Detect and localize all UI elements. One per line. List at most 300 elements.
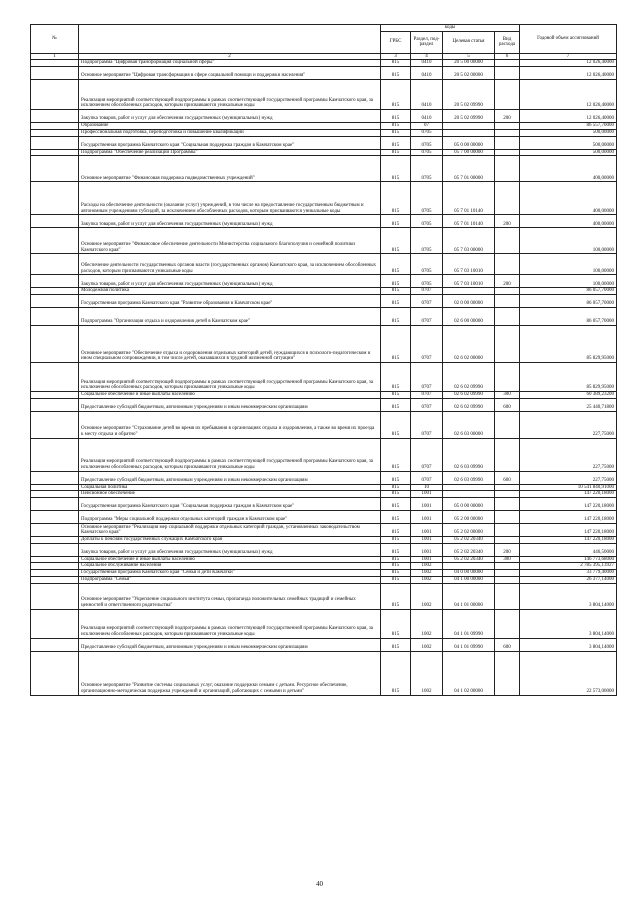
cell-target: 05 2 02 20340 (443, 537, 495, 544)
cell-index (31, 156, 79, 182)
table-row (31, 136, 617, 149)
cell-grbs: 815 (381, 254, 411, 275)
cell-target: 20 5 02 09990 (443, 80, 495, 110)
header-name (79, 25, 381, 54)
table-row (31, 129, 617, 136)
cell-expense-type (495, 411, 520, 438)
cell-target: 05 2 02 20340 (443, 556, 495, 563)
cell-index (31, 325, 79, 362)
header-target: Целевая статья (443, 31, 495, 53)
cell-target: 02 6 02 00000 (443, 325, 495, 362)
cell-expense-type (495, 228, 520, 254)
cell-amount: 100,00000 (520, 228, 617, 254)
cell-target (443, 491, 495, 498)
cell-expense-type: 600 (495, 638, 520, 651)
cell-target: 05 7 01 00000 (443, 156, 495, 182)
cell-index (31, 228, 79, 254)
cell-target: 05 7 03 10010 (443, 275, 495, 288)
cell-target (443, 129, 495, 136)
cell-index (31, 491, 79, 498)
cell-amount: 10 541 840,91000 (520, 484, 617, 491)
cell-index (31, 215, 79, 228)
cell-name: Закупка товаров, работ и услуг для обеспечения государственных (муниципальных) нужд (79, 110, 381, 123)
cell-expense-type (495, 609, 520, 638)
cell-name: Основное мероприятие "Укрепление социального института семьи, пропаганда положительных семейных традиций и семейных ценностей и ответственного родительства" (79, 583, 381, 609)
cell-target (443, 123, 495, 130)
cell-section: 1002 (411, 609, 443, 638)
cell-name: Предоставление субсидий бюджетным, автономным учреждениям и иным некоммерческим организациям (79, 398, 381, 411)
cell-grbs: 815 (381, 60, 411, 67)
table-row (31, 511, 617, 524)
cell-index (31, 182, 79, 215)
cell-amount: 227,75000 (520, 471, 617, 484)
cell-section: 1001 (411, 556, 443, 563)
cell-name: Подпрограмма "Семья" (79, 576, 381, 583)
cell-expense-type (495, 123, 520, 130)
table-row (31, 149, 617, 156)
cell-section: 0707 (411, 307, 443, 325)
table-row (31, 110, 617, 123)
cell-amount: 147 220,18000 (520, 491, 617, 498)
cell-amount: 227,75000 (520, 411, 617, 438)
cell-name: Подпрограмма "Меры социальной поддержки отдельных категорий граждан в Камчатском крае" (79, 511, 381, 524)
cell-amount: 3 804,14000 (520, 609, 617, 638)
cell-amount: 12 026,40000 (520, 60, 617, 67)
cell-expense-type (495, 563, 520, 570)
cell-index (31, 362, 79, 391)
cell-grbs: 815 (381, 156, 411, 182)
cell-target: 02 6 03 00000 (443, 411, 495, 438)
cell-amount: 146 773,68000 (520, 556, 617, 563)
cell-index (31, 307, 79, 325)
cell-target: 05 2 02 20340 (443, 543, 495, 556)
cell-grbs: 815 (381, 275, 411, 288)
cell-section: 0705 (411, 136, 443, 149)
budget-table-page (30, 24, 616, 696)
cell-section: 1001 (411, 537, 443, 544)
cell-expense-type (495, 362, 520, 391)
header-expense-type: Вид расхода (495, 31, 520, 53)
cell-section: 0705 (411, 254, 443, 275)
cell-name: Социальное обслуживание населения (79, 563, 381, 570)
table-row (31, 484, 617, 491)
table-row (31, 398, 617, 411)
cell-amount: 85 829,95000 (520, 325, 617, 362)
cell-target: 05 0 00 00000 (443, 136, 495, 149)
cell-section: 0410 (411, 80, 443, 110)
cell-expense-type (495, 484, 520, 491)
cell-grbs: 815 (381, 129, 411, 136)
cell-expense-type (495, 511, 520, 524)
cell-index (31, 651, 79, 695)
cell-section: 1002 (411, 651, 443, 695)
cell-grbs: 815 (381, 563, 411, 570)
cell-index (31, 583, 79, 609)
table-row (31, 156, 617, 182)
cell-grbs: 815 (381, 325, 411, 362)
table-row (31, 228, 617, 254)
cell-section: 10 (411, 484, 443, 491)
table-row (31, 537, 617, 544)
cell-grbs: 815 (381, 491, 411, 498)
cell-grbs: 815 (381, 484, 411, 491)
table-row (31, 67, 617, 80)
cell-amount: 86 057,70000 (520, 288, 617, 295)
table-row (31, 543, 617, 556)
cell-expense-type (495, 156, 520, 182)
cell-target: 04 1 01 00000 (443, 583, 495, 609)
cell-name: Социальное обеспечение и иные выплаты населению (79, 556, 381, 563)
table-row (31, 498, 617, 511)
cell-expense-type (495, 67, 520, 80)
cell-section: 0410 (411, 67, 443, 80)
cell-name: Образование (79, 123, 381, 130)
cell-grbs: 815 (381, 398, 411, 411)
cell-expense-type (495, 80, 520, 110)
page-number: 40 (316, 880, 323, 888)
cell-amount: 147 220,18000 (520, 537, 617, 544)
cell-section: 0707 (411, 362, 443, 391)
cell-section: 0705 (411, 228, 443, 254)
cell-grbs: 815 (381, 570, 411, 577)
cell-grbs: 815 (381, 537, 411, 544)
cell-expense-type: 600 (495, 471, 520, 484)
cell-name: Закупка товаров, работ и услуг для обеспечения государственных (муниципальных) нужд (79, 215, 381, 228)
cell-grbs: 815 (381, 80, 411, 110)
cell-amount: 500,00000 (520, 136, 617, 149)
cell-expense-type (495, 307, 520, 325)
cell-index (31, 80, 79, 110)
cell-amount: 86 557,70000 (520, 123, 617, 130)
cell-amount: 60 389,23200 (520, 391, 617, 398)
table-row (31, 60, 617, 67)
cell-section: 07 (411, 123, 443, 130)
cell-section: 0705 (411, 215, 443, 228)
budget-allocation-table (30, 24, 617, 696)
cell-section: 1002 (411, 570, 443, 577)
cell-name: Реализация мероприятий соответствующей подпрограммы в рамках соответствующей государственной программы Камчатского края, за исключением обособленных расходов, которым присваиваются уникальные коды (79, 609, 381, 638)
cell-expense-type (495, 325, 520, 362)
column-number: 6 (495, 53, 520, 60)
cell-expense-type: 300 (495, 391, 520, 398)
cell-section: 0707 (411, 288, 443, 295)
table-row (31, 123, 617, 130)
column-number: 7 (520, 53, 617, 60)
cell-section: 0705 (411, 156, 443, 182)
cell-grbs: 815 (381, 123, 411, 130)
cell-section: 0410 (411, 110, 443, 123)
cell-index (31, 398, 79, 411)
cell-grbs: 815 (381, 294, 411, 307)
cell-grbs: 815 (381, 583, 411, 609)
cell-index (31, 537, 79, 544)
table-row (31, 254, 617, 275)
cell-name: Государственная программа Камчатского края "Социальная поддержка граждан в Камчатском крае" (79, 136, 381, 149)
table-row (31, 294, 617, 307)
table-row (31, 275, 617, 288)
cell-section: 1002 (411, 563, 443, 570)
cell-target: 20 5 02 00000 (443, 67, 495, 80)
cell-expense-type (495, 576, 520, 583)
cell-index (31, 511, 79, 524)
cell-amount: 2 785 395,13927 (520, 563, 617, 570)
cell-expense-type (495, 524, 520, 537)
cell-name: Расходы на обеспечение деятельности (оказание услуг) учреждений, в том числе на предоставление государственным бюджетным и автономным учреждениям субсидий, за исключением обособленных расходов, которым присваиваются уникальные коды (79, 182, 381, 215)
cell-index (31, 60, 79, 67)
cell-amount: 12 026,40000 (520, 67, 617, 80)
cell-amount: 400,00000 (520, 182, 617, 215)
table-row (31, 638, 617, 651)
cell-section: 0707 (411, 391, 443, 398)
cell-name: Пенсионное обеспечение (79, 491, 381, 498)
cell-expense-type: 200 (495, 543, 520, 556)
cell-section: 0707 (411, 438, 443, 471)
cell-target: 04 1 01 09990 (443, 609, 495, 638)
cell-target: 04 1 01 09990 (443, 638, 495, 651)
cell-target: 02 6 03 09990 (443, 438, 495, 471)
table-row (31, 570, 617, 577)
cell-expense-type: 600 (495, 398, 520, 411)
column-number: 2 (79, 53, 381, 60)
cell-index (31, 67, 79, 80)
cell-target: 05 7 03 00000 (443, 228, 495, 254)
cell-grbs: 815 (381, 576, 411, 583)
cell-expense-type (495, 136, 520, 149)
cell-target (443, 563, 495, 570)
table-row (31, 307, 617, 325)
cell-index (31, 556, 79, 563)
cell-section: 1001 (411, 524, 443, 537)
cell-section: 0705 (411, 275, 443, 288)
cell-target: 02 6 02 09990 (443, 362, 495, 391)
cell-index (31, 543, 79, 556)
cell-section: 0410 (411, 60, 443, 67)
table-row (31, 438, 617, 471)
cell-expense-type (495, 182, 520, 215)
cell-expense-type: 200 (495, 275, 520, 288)
cell-expense-type (495, 294, 520, 307)
table-row (31, 576, 617, 583)
cell-section: 0705 (411, 182, 443, 215)
cell-amount: 500,00000 (520, 149, 617, 156)
cell-target: 02 6 02 09990 (443, 391, 495, 398)
cell-name: Основное мероприятие "Финансовое обеспечение деятельности Министерства социального благополучия и семейной политики Камчатского края" (79, 228, 381, 254)
cell-section: 0705 (411, 129, 443, 136)
cell-target: 05 2 02 00000 (443, 524, 495, 537)
cell-grbs: 815 (381, 362, 411, 391)
cell-name: Предоставление субсидий бюджетным, автономным учреждениям и иным некоммерческим организациям (79, 471, 381, 484)
column-number: 5 (443, 53, 495, 60)
cell-name: Подпрограмма "Организация отдыха и оздоровления детей в Камчатском крае" (79, 307, 381, 325)
column-number: 3 (381, 53, 411, 60)
cell-target: 02 0 00 00000 (443, 294, 495, 307)
cell-name: Профессиональная подготовка, переподготовка и повышение квалификации (79, 129, 381, 136)
cell-index (31, 576, 79, 583)
cell-target: 04 0 00 00000 (443, 570, 495, 577)
cell-grbs: 815 (381, 411, 411, 438)
cell-grbs: 815 (381, 438, 411, 471)
cell-index (31, 498, 79, 511)
cell-amount: 85 829,95000 (520, 362, 617, 391)
cell-target: 02 6 03 09990 (443, 471, 495, 484)
cell-name: Реализация мероприятий соответствующей подпрограммы в рамках соответствующей государственной программы Камчатского края, за исключением обособленных расходов, которым присваиваются уникальные коды (79, 438, 381, 471)
cell-name: Реализация мероприятий соответствующей подпрограммы в рамках соответствующей государственной программы Камчатского края, за исключением обособленных расходов, которым присваиваются уникальные коды (79, 80, 381, 110)
cell-expense-type (495, 129, 520, 136)
cell-index (31, 275, 79, 288)
cell-index (31, 411, 79, 438)
cell-amount: 147 220,18000 (520, 511, 617, 524)
cell-amount: 12 026,40000 (520, 110, 617, 123)
cell-grbs: 815 (381, 511, 411, 524)
cell-expense-type: 200 (495, 215, 520, 228)
cell-name: Закупка товаров, работ и услуг для обеспечения государственных (муниципальных) нужд (79, 543, 381, 556)
cell-index (31, 123, 79, 130)
table-row (31, 471, 617, 484)
cell-section: 1002 (411, 576, 443, 583)
cell-name: Социальная политика (79, 484, 381, 491)
table-row (31, 563, 617, 570)
cell-expense-type (495, 498, 520, 511)
cell-expense-type: 200 (495, 110, 520, 123)
table-row (31, 491, 617, 498)
cell-amount: 3 804,14000 (520, 583, 617, 609)
cell-amount: 26 377,14000 (520, 576, 617, 583)
cell-target: 05 7 01 10140 (443, 182, 495, 215)
cell-section: 1001 (411, 543, 443, 556)
cell-name: Основное мероприятие "Цифровая трансформация в сфере социальной помощи и поддержки населения" (79, 67, 381, 80)
cell-amount: 86 057,70000 (520, 307, 617, 325)
cell-expense-type (495, 438, 520, 471)
cell-name: Социальное обеспечение и иные выплаты населению (79, 391, 381, 398)
header-section: Раздел, под-раздел (411, 31, 443, 53)
cell-name: Предоставление субсидий бюджетным, автономным учреждениям и иным некоммерческим организациям (79, 638, 381, 651)
cell-target: 05 0 00 00000 (443, 498, 495, 511)
cell-grbs: 815 (381, 149, 411, 156)
cell-name: Основное мероприятие "Страхование детей во время их пребывания в организациях отдыха и оздоровления, а также во время их проезда к месту отдыха и обратно" (79, 411, 381, 438)
cell-grbs: 815 (381, 651, 411, 695)
cell-expense-type (495, 149, 520, 156)
cell-name: Государственная программа Камчатского края "Социальная поддержка граждан в Камчатском крае" (79, 498, 381, 511)
cell-grbs: 815 (381, 498, 411, 511)
table-row (31, 80, 617, 110)
cell-name: Закупка товаров, работ и услуг для обеспечения государственных (муниципальных) нужд (79, 275, 381, 288)
cell-grbs: 815 (381, 288, 411, 295)
cell-name: Доплаты к пенсиям государственных служащих Камчатского края (79, 537, 381, 544)
cell-section: 1002 (411, 638, 443, 651)
cell-index (31, 294, 79, 307)
cell-index (31, 609, 79, 638)
cell-name: Реализация мероприятий соответствующей подпрограммы в рамках соответствующей государственной программы Камчатского края, за исключением обособленных расходов, которым присваиваются уникальные коды (79, 362, 381, 391)
cell-amount: 25 440,71800 (520, 398, 617, 411)
cell-target: 02 6 00 00000 (443, 307, 495, 325)
cell-amount: 227,75000 (520, 438, 617, 471)
cell-grbs: 815 (381, 471, 411, 484)
cell-grbs: 815 (381, 543, 411, 556)
cell-target: 20 5 00 00000 (443, 60, 495, 67)
cell-section: 0707 (411, 294, 443, 307)
cell-amount: 400,00000 (520, 156, 617, 182)
cell-grbs: 815 (381, 182, 411, 215)
table-row (31, 182, 617, 215)
cell-expense-type (495, 288, 520, 295)
cell-name: Государственная программа Камчатского края "Семья и дети Камчатки" (79, 570, 381, 577)
cell-target (443, 288, 495, 295)
cell-name: Государственная программа Камчатского края "Развитие образования в Камчатском крае" (79, 294, 381, 307)
cell-amount: 12 026,40000 (520, 80, 617, 110)
column-number: 1 (31, 53, 79, 60)
cell-section: 0707 (411, 325, 443, 362)
table-row (31, 325, 617, 362)
cell-name: Подпрограмма "Цифровая трансформация социальной сферы" (79, 60, 381, 67)
cell-expense-type (495, 537, 520, 544)
cell-index (31, 563, 79, 570)
cell-target: 20 5 02 09990 (443, 110, 495, 123)
cell-grbs: 815 (381, 609, 411, 638)
cell-grbs: 815 (381, 136, 411, 149)
cell-index (31, 136, 79, 149)
cell-expense-type (495, 491, 520, 498)
cell-name: Основное мероприятие "Реализация мер социальной поддержки отдельных категорий граждан, установленных законодательством Камчатского края" (79, 524, 381, 537)
cell-name: Основное мероприятие "Финансовая поддержка подведомственных учреждений" (79, 156, 381, 182)
cell-section: 1001 (411, 491, 443, 498)
cell-name: Основное мероприятие "Обеспечение отдыха и оздоровления отдельных категорий детей, нуждающихся в психолого-педагогическом и ином специальном сопровождении, в том числе детей, оказавшихся в трудной жизненной ситуации" (79, 325, 381, 362)
cell-name: Обеспечение деятельности государственных органов власти (государственных органов) Камчатского края, за исключением обособленных расходов, которым присваиваются уникальные коды (79, 254, 381, 275)
cell-amount: 147 220,18000 (520, 524, 617, 537)
cell-grbs: 815 (381, 524, 411, 537)
cell-target (443, 484, 495, 491)
table-row (31, 609, 617, 638)
cell-expense-type (495, 583, 520, 609)
cell-amount: 86 057,70000 (520, 294, 617, 307)
table-row (31, 651, 617, 695)
cell-amount: 3 804,14000 (520, 638, 617, 651)
cell-amount: 100,00000 (520, 254, 617, 275)
cell-index (31, 288, 79, 295)
cell-expense-type (495, 570, 520, 577)
cell-target: 04 1 02 00000 (443, 651, 495, 695)
cell-index (31, 110, 79, 123)
cell-name: Молодежная политика (79, 288, 381, 295)
table-row (31, 362, 617, 391)
cell-amount: 100,00000 (520, 275, 617, 288)
table-body (31, 60, 617, 695)
cell-target: 05 2 00 00000 (443, 511, 495, 524)
cell-section: 1002 (411, 583, 443, 609)
cell-index (31, 438, 79, 471)
cell-grbs: 815 (381, 638, 411, 651)
cell-index (31, 254, 79, 275)
cell-section: 1001 (411, 511, 443, 524)
cell-amount: 147 220,18000 (520, 498, 617, 511)
cell-expense-type: 300 (495, 556, 520, 563)
cell-grbs: 815 (381, 228, 411, 254)
cell-target: 04 1 00 00000 (443, 576, 495, 583)
cell-index (31, 484, 79, 491)
cell-grbs: 815 (381, 391, 411, 398)
cell-grbs: 815 (381, 215, 411, 228)
cell-section: 0707 (411, 411, 443, 438)
cell-grbs: 815 (381, 556, 411, 563)
table-row (31, 524, 617, 537)
header-amount: Годовой объем ассигнований (520, 25, 617, 54)
header-number: № (31, 25, 79, 54)
cell-grbs: 815 (381, 307, 411, 325)
table-row (31, 556, 617, 563)
cell-amount: 33 779,40000 (520, 570, 617, 577)
cell-index (31, 391, 79, 398)
cell-section: 1001 (411, 498, 443, 511)
cell-index (31, 570, 79, 577)
